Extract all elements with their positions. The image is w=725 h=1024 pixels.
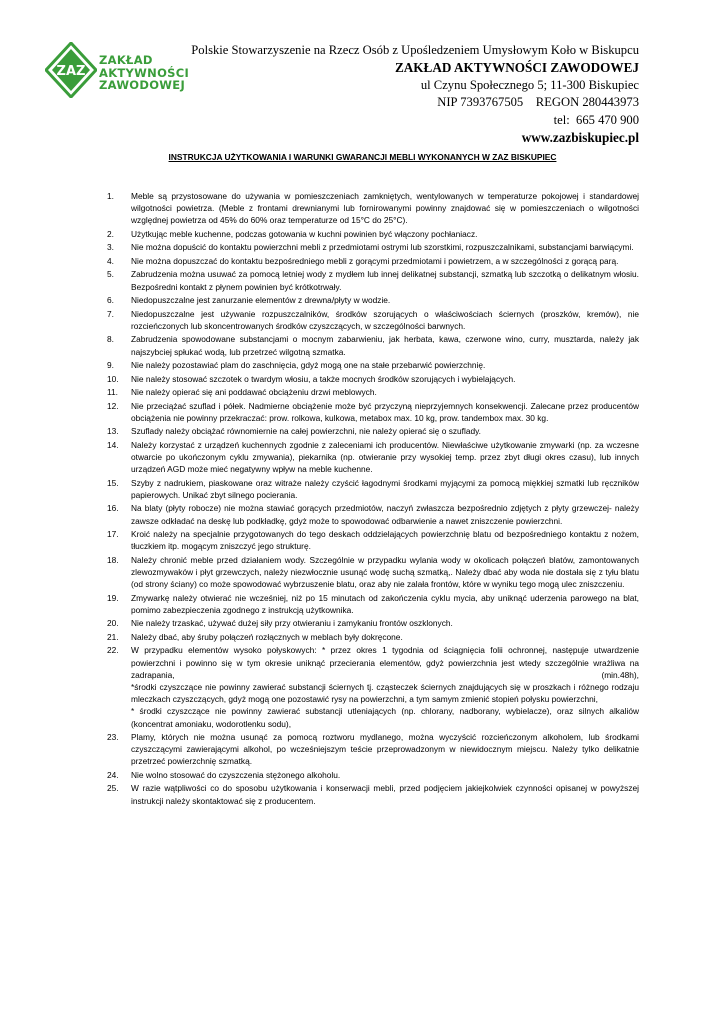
item-number: 20.	[107, 618, 119, 629]
item-text: Nie należy opierać się ani poddawać obciążeniu drzwi meblowych.	[131, 387, 377, 398]
item-text: Niedopuszczalne jest zanurzanie elementów z drewna/płyty w wodzie.	[131, 295, 391, 306]
list-item	[105, 268, 639, 292]
item-number: 1.	[107, 191, 114, 201]
list-item	[105, 400, 639, 424]
list-item	[105, 190, 639, 227]
list-item	[105, 439, 639, 476]
item-text: Zmywarkę należy otwierać nie wcześniej, niż po 15 minutach od zakończenia cyklu mycia, aby uniknąć uderzenia parowego na blat, pomimo zabezpieczenia zgodnego z instrukcją użytkownika.	[131, 592, 639, 615]
item-text-part-1-end: (min.48h),	[601, 669, 639, 680]
list-item	[105, 308, 639, 332]
zaz-diamond-icon	[45, 42, 97, 98]
item-number: 9.	[107, 360, 114, 371]
list-item	[105, 554, 639, 591]
item-number: 11.	[107, 387, 118, 398]
company-name: ZAKŁAD AKTYWNOŚCI ZAWODOWEJ	[394, 60, 639, 76]
item-number: 2.	[107, 228, 114, 239]
item-text-part-2: *środki czyszczące nie powinny zawierać substancji ściernych tj. cząsteczek ściernych znajdujących się w proszkach i różnego rodzaju mleczkach czyszczących, gdyż mogą one pozostawić rysy na powierzchni, a tym samym zmienić stopień połysku powierzchni,	[131, 681, 639, 705]
list-item	[105, 631, 639, 643]
item-number: 14.	[107, 439, 119, 450]
item-text: Użytkując meble kuchenne, podczas gotowania w kuchni powinien być włączony pochłaniacz.	[131, 228, 478, 239]
item-number: 18.	[107, 554, 119, 565]
list-item	[105, 782, 639, 806]
item-number: 23.	[107, 732, 119, 743]
item-text: Zabrudzenia spowodowane substancjami o mocnym zabarwieniu, jak herbata, kawa, czerwone wino, curry, musztarda, należy jak najszybciej spłukać wodą, lub przetrzeć wilgotną szmatka.	[131, 334, 639, 357]
item-text: Szyby z nadrukiem, piaskowane oraz witraże należy czyścić łagodnymi środkami myjącymi za pomocą miękkiej szmatki lub ręczników papierowych. Unikać zbyt silnego pocierania.	[131, 477, 639, 500]
instruction-list	[105, 190, 639, 808]
company-tax-ids: NIP 7393767505 REGON 280443973	[437, 95, 639, 110]
logo-wordmark	[99, 54, 189, 92]
item-text: Nie można dopuścić do kontaktu powierzchni mebli z przedmiotami ostrymi lub szorstkimi, rozpuszczalnikami, substancjami barwiącymi.	[131, 242, 634, 253]
item-text: Nie należy pozostawiać plam do zaschnięcia, gdyż mogą one na stałe przebarwić powierzchnię.	[131, 360, 486, 371]
item-text: Kroić należy na specjalnie przygotowanych do tego deskach oddzielających powierzchnię blatu od bezpośredniego kontaktu z nożem, tłuczkiem itp. mogącym zniszczyć jego strukturę.	[131, 529, 639, 552]
item-text: Szuflady należy obciążać równomiernie na całej powierzchni, nie należy opierać się o szuflady.	[131, 426, 482, 437]
list-item	[105, 769, 639, 781]
list-item	[105, 592, 639, 616]
item-text	[131, 644, 639, 681]
company-logo	[45, 42, 190, 104]
item-text: Na blaty (płyty robocze) nie można stawiać gorących przedmiotów, naczyń zwłaszcza bezpośrednio zdjętych z płyty grzewczej- należy zawsze odkładać na deskę lub podkładkę, gdyż może to spowodować odbarwienie a nawet zniszczenie powierzchni.	[131, 503, 639, 526]
item-number: 22.	[107, 645, 119, 656]
item-number: 8.	[107, 334, 114, 345]
item-number: 5.	[107, 269, 114, 280]
item-text: Niedopuszczalne jest używanie rozpuszczalników, środków szorujących o właściwościach ściernych (proszków, kremów), nie rozcieńczonych lub skoncentrowanych środków czyszczących, w szczególności barwnych.	[131, 308, 639, 331]
logo-line-3: ZAWODOWEJ	[99, 78, 186, 92]
item-text: Nie wolno stosować do czyszczenia stężonego alkoholu.	[131, 769, 341, 780]
list-item	[105, 617, 639, 629]
item-number: 6.	[107, 295, 114, 306]
item-text-part-1: W przypadku elementów wysoko połyskowych: * przez okres 1 tygodnia od ściągnięcia folii ochronnej, następuje utwardzenie powierzchni i powinno się w tym okresie uniknąć przecierania elementów, gdyż powierzchnia jest wtedy szczególnie wrażliwa na zadrapania,	[131, 645, 639, 680]
list-item	[105, 373, 639, 385]
company-phone: tel: 665 470 900	[553, 112, 639, 127]
list-item	[105, 386, 639, 398]
item-text-part-3: * środki czyszczące nie powinny zawierać substancji utleniających (np. chlorany, nadborany, wybielacze), oraz silnych alkaliów (koncentrat amoniaku, wodorotlenku sodu),	[131, 706, 639, 729]
list-item	[105, 228, 639, 240]
item-text: W razie wątpliwości co do sposobu użytkowania i konserwacji mebli, przed podjęciem jakiejkolwiek czynności opisanej w powyższej instrukcji należy skontaktować się z producentem.	[131, 783, 639, 806]
item-number: 16.	[107, 503, 119, 514]
item-text: Nie można dopuszczać do kontaktu bezpośredniego mebli z gorącymi przedmiotami i powietrzem, a w szczególności z gorącą parą.	[131, 255, 619, 266]
list-item	[105, 502, 639, 526]
list-item	[105, 528, 639, 552]
item-number: 13.	[107, 426, 119, 437]
item-number: 15.	[107, 477, 119, 488]
item-number: 3.	[107, 242, 114, 253]
item-number: 10.	[107, 373, 119, 384]
list-item	[105, 731, 639, 768]
item-text: Należy chronić meble przed działaniem wody. Szczególnie w przypadku wylania wody w okolicach połączeń blatów, zamontowanych zlewozmywaków i płyt grzewczych, należy niezwłocznie usunąć wodę suchą szmatką,. Należy dbać aby woda nie dostała się z tyłu blatu (od strony ściany) co może spowodować wybrzuszenie blatu, oraz aby nie zalała frontów, które w wyniku tego mogą ulec zniszczeniu.	[131, 554, 639, 590]
item-number: 7.	[107, 308, 114, 319]
item-text: Należy korzystać z urządzeń kuchennych zgodnie z zaleceniami ich producentów. Niewłaściwe użytkowanie zmywarki (np. za wczesne otwarcie po ukończonym cyklu zmywania), piekarnika (np. otwieranie przy wysokiej temp. przez zbyt długi okres czasu), lub innych urządzeń AGD może mieć negatywny wpływ na meble kuchenne.	[131, 439, 639, 475]
item-number: 25.	[107, 783, 119, 794]
logo-mark-text: ZAZ	[56, 64, 86, 79]
list-item	[105, 241, 639, 253]
list-item	[105, 644, 639, 729]
item-text: Zabrudzenia można usuwać za pomocą letniej wody z mydłem lub innej delikatnej substancji, szmatką lub szczotką o delikatnym włosiu. Bezpośredni kontakt z płynem powinien być krótkotrwały.	[131, 269, 639, 292]
item-text: Nie przeciążać szuflad i półek. Nadmierne obciążenie może być przyczyną nieprzyjemnych konsekwencji. Zalecane przez producentów obciążenia nie powinny przekraczać: prow. rolkowa, kulkowa, metabox max. 10 kg, prow. tandembox max. 30 kg.	[131, 400, 639, 423]
item-number: 12.	[107, 400, 119, 411]
item-text: Meble są przystosowane do używania w pomieszczeniach zamkniętych, wentylowanych w temperaturze pokojowej i standardowej wilgotności powietrza. (Meble z frontami drewnianymi lub fornirowanymi powinny znajdować się w pomieszczeniach o wilgotności względnej powietrza od 45% do 60% oraz temperaturze od 15°C do 25°C).	[131, 191, 639, 226]
item-number: 17.	[107, 529, 119, 540]
item-number: 21.	[107, 631, 119, 642]
logo-line-2: AKTYWNOŚCI	[99, 65, 190, 80]
item-text: Nie należy stosować szczotek o twardym włosiu, a także mocnych środków szorujących i wybielających.	[131, 373, 516, 384]
item-text: Nie należy trzaskać, używać dużej siły przy otwieraniu i zamykaniu frontów oszklonych.	[131, 618, 453, 629]
company-address: ul Czynu Społecznego 5; 11-300 Biskupiec	[420, 77, 639, 92]
document-title: INSTRUKCJA UŻYTKOWANIA I WARUNKI GWARANCJI MEBLI WYKONANYCH W ZAZ BISKUPIEC	[168, 152, 557, 162]
list-item	[105, 333, 639, 357]
item-text: Należy dbać, aby śruby połączeń rozłącznych w meblach były dokręcone.	[131, 631, 403, 642]
company-website: www.zazbiskupiec.pl	[521, 130, 639, 146]
list-item	[105, 359, 639, 371]
organization-header	[191, 42, 639, 146]
association-name: Polskie Stowarzyszenie na Rzecz Osób z Upośledzeniem Umysłowym Koło w Biskupcu	[191, 43, 639, 57]
item-number: 4.	[107, 255, 114, 266]
item-number: 19.	[107, 592, 119, 603]
list-item	[105, 294, 639, 306]
list-item	[105, 477, 639, 501]
logo-line-1: ZAKŁAD	[99, 53, 153, 67]
item-number: 24.	[107, 769, 119, 780]
list-item	[105, 255, 639, 267]
list-item	[105, 425, 639, 437]
item-text: Plamy, których nie można usunąć za pomocą roztworu mydlanego, można wyczyścić rozcieńczonym alkoholem, lub środkami czyszczącymi zawierającymi alkohol, po wcześniejszym teście przeprowadzonym w niewidocznym miejscu. Należy tylko delikatnie przetrzeć powierzchnię szmatką.	[131, 732, 639, 767]
